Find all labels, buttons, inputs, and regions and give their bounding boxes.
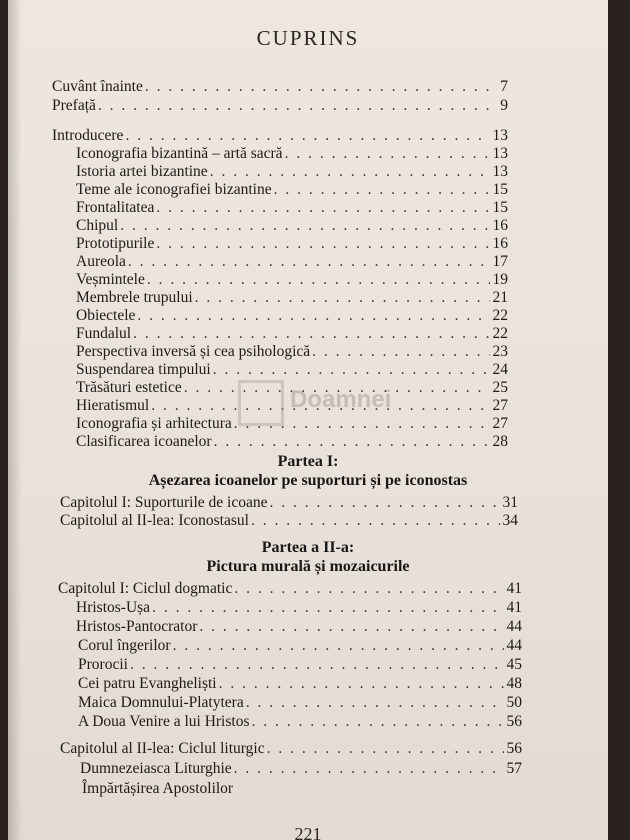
leader-dots (145, 78, 490, 96)
book-page (8, 0, 608, 840)
toc-entry (76, 181, 508, 199)
toc-entry-page: 15 (492, 181, 508, 198)
toc-entry-label: Obiectele (76, 307, 136, 324)
toc-entry-label: A Doua Venire a lui Hristos (78, 713, 250, 730)
toc-chapter (60, 740, 522, 758)
toc-entry (76, 289, 508, 307)
toc-entry (78, 675, 522, 693)
toc-section (52, 127, 508, 145)
toc-entry (76, 361, 508, 379)
toc-entry (76, 217, 508, 235)
toc-entry-page: 34 (502, 512, 518, 529)
leader-dots (219, 675, 504, 693)
page-number: 221 (294, 824, 322, 840)
leader-dots (195, 289, 490, 307)
leader-dots (152, 599, 504, 617)
toc-entry-page: 44 (506, 637, 522, 654)
toc-entry-label: Cei patru Evangheliști (78, 675, 217, 692)
toc-entry (78, 637, 522, 655)
toc-entry (76, 145, 508, 163)
leader-dots (147, 271, 490, 289)
toc-entry-label: Maica Domnului-Platytera (78, 694, 244, 711)
toc-entry-label: Fundalul (76, 325, 132, 342)
toc-entry (78, 713, 522, 731)
watermark-box-icon (238, 380, 284, 426)
leader-dots (173, 637, 504, 655)
toc-entry (76, 618, 522, 636)
toc-entry-page: 16 (492, 217, 508, 234)
toc-chapter (58, 580, 522, 598)
toc-chapter (60, 512, 518, 530)
toc-entry-label: Capitolul I: Ciclul dogmatic (58, 580, 233, 597)
toc-entry (78, 694, 522, 712)
toc-entry-label: Împărtășirea Apostolilor (82, 780, 234, 797)
leader-dots (274, 181, 490, 199)
toc-entry-page: 28 (492, 433, 508, 450)
toc-entry-label: Dumnezeiasca Liturghie (80, 760, 232, 777)
toc-entry-label: Hieratismul (76, 397, 150, 414)
toc-entry-page: 31 (502, 494, 518, 511)
toc-entry-label: Prototipurile (76, 235, 155, 252)
toc-entry-label: Teme ale iconografiei bizantine (76, 181, 272, 198)
toc-chapter (60, 494, 518, 512)
toc-entry (78, 656, 522, 674)
toc-entry (82, 780, 522, 798)
leader-dots (120, 217, 490, 235)
toc-entry-page: 19 (492, 271, 508, 288)
leader-dots (128, 253, 490, 271)
toc-entry-page: 7 (500, 78, 508, 95)
leader-dots (267, 740, 504, 758)
toc-entry-page: 56 (506, 740, 522, 757)
toc-entry-page: 24 (492, 361, 508, 378)
toc-entry-label: Capitolul al II-lea: Iconostasul (60, 512, 249, 529)
page-gutter-shadow (8, 0, 22, 840)
toc-entry-label: Hristos-Pantocrator (76, 618, 198, 635)
toc-entry-page: 41 (506, 580, 522, 597)
toc-entry-page: 48 (506, 675, 522, 692)
toc-entry-page: 15 (492, 199, 508, 216)
leader-dots (199, 618, 504, 636)
toc-entry (52, 97, 508, 115)
toc-entry-page: 21 (492, 289, 508, 306)
leader-dots (269, 494, 500, 512)
leader-dots (210, 163, 490, 181)
leader-dots (312, 343, 490, 361)
toc-entry-label: Prefață (52, 97, 96, 114)
leader-dots (156, 235, 490, 253)
leader-dots (234, 580, 504, 598)
toc-entry (76, 163, 508, 181)
toc-entry (76, 325, 508, 343)
toc-entry-page: 13 (492, 127, 508, 144)
toc-entry (52, 78, 508, 96)
toc-entry-label: Perspectiva inversă și cea psihologică (76, 343, 311, 360)
toc-entry-page: 22 (492, 307, 508, 324)
toc-entry-label: Capitolul I: Suporturile de icoane (60, 494, 268, 511)
toc-entry-label: Iconografia bizantină – artă sacră (76, 145, 283, 162)
toc-entry-label: Frontalitatea (76, 199, 155, 216)
leader-dots (130, 656, 504, 674)
toc-entry-label: Veșmintele (76, 271, 145, 288)
toc-entry (76, 343, 508, 361)
toc-entry-label: Cuvânt înainte (52, 78, 143, 95)
part-heading: Partea a II-a: (261, 539, 355, 556)
toc-entry-page: 13 (492, 163, 508, 180)
toc-entry-label: Capitolul al II-lea: Ciclul liturgic (60, 740, 265, 757)
leader-dots (156, 199, 490, 217)
toc-entry-label: Suspendarea timpului (76, 361, 211, 378)
toc-entry-label: Corul îngerilor (78, 637, 171, 654)
part-subtitle: Pictura murală și mozaicurile (206, 558, 410, 575)
toc-entry (76, 199, 508, 217)
toc-entry-label: Hristos-Ușa (76, 599, 151, 616)
toc-entry-page: 41 (506, 599, 522, 616)
part-subtitle: Așezarea icoanelor pe suporturi și pe iconostas (148, 472, 468, 489)
toc-entry (76, 433, 508, 451)
leader-dots (234, 760, 504, 778)
leader-dots (285, 145, 490, 163)
watermark-text: Doamnei (290, 386, 392, 413)
toc-entry-label: Introducere (52, 127, 124, 144)
toc-entry (76, 253, 508, 271)
leader-dots (133, 325, 490, 343)
toc-entry-label: Aureola (76, 253, 126, 270)
part-heading: Partea I: (277, 453, 339, 470)
toc-entry (76, 271, 508, 289)
leader-dots (213, 361, 490, 379)
toc-entry-page: 27 (492, 397, 508, 414)
leader-dots (125, 127, 490, 145)
toc-entry-page: 45 (506, 656, 522, 673)
toc-entry-label: Chipul (76, 217, 119, 234)
toc-entry-page: 22 (492, 325, 508, 342)
toc-entry-label: Prorocii (78, 656, 128, 673)
watermark-logo (238, 380, 428, 426)
page-title: CUPRINS (256, 26, 360, 50)
toc-entry-label: Istoria artei bizantine (76, 163, 208, 180)
toc-entry-page: 57 (506, 760, 522, 777)
toc-entry-label: Membrele trupului (76, 289, 193, 306)
toc-entry-page: 50 (506, 694, 522, 711)
toc-entry-label: Clasificarea icoanelor (76, 433, 212, 450)
leader-dots (251, 713, 504, 731)
toc-entry (76, 307, 508, 325)
toc-entry (76, 235, 508, 253)
toc-entry-page: 13 (492, 145, 508, 162)
toc-entry-page: 23 (492, 343, 508, 360)
toc-entry (80, 760, 522, 778)
leader-dots (137, 307, 490, 325)
toc-entry-page: 16 (492, 235, 508, 252)
leader-dots (251, 512, 500, 530)
toc-entry-page: 56 (506, 713, 522, 730)
toc-entry-label: Trăsături estetice (76, 379, 182, 396)
leader-dots (214, 433, 490, 451)
toc-entry-page: 44 (506, 618, 522, 635)
toc-entry-page: 9 (500, 97, 508, 114)
toc-entry-page: 27 (492, 415, 508, 432)
toc-entry-page: 25 (492, 379, 508, 396)
toc-entry-label: Iconografia și arhitectura (76, 415, 232, 432)
toc-entry-page: 17 (492, 253, 508, 270)
leader-dots (246, 694, 504, 712)
toc-entry (76, 599, 522, 617)
leader-dots (98, 97, 490, 115)
